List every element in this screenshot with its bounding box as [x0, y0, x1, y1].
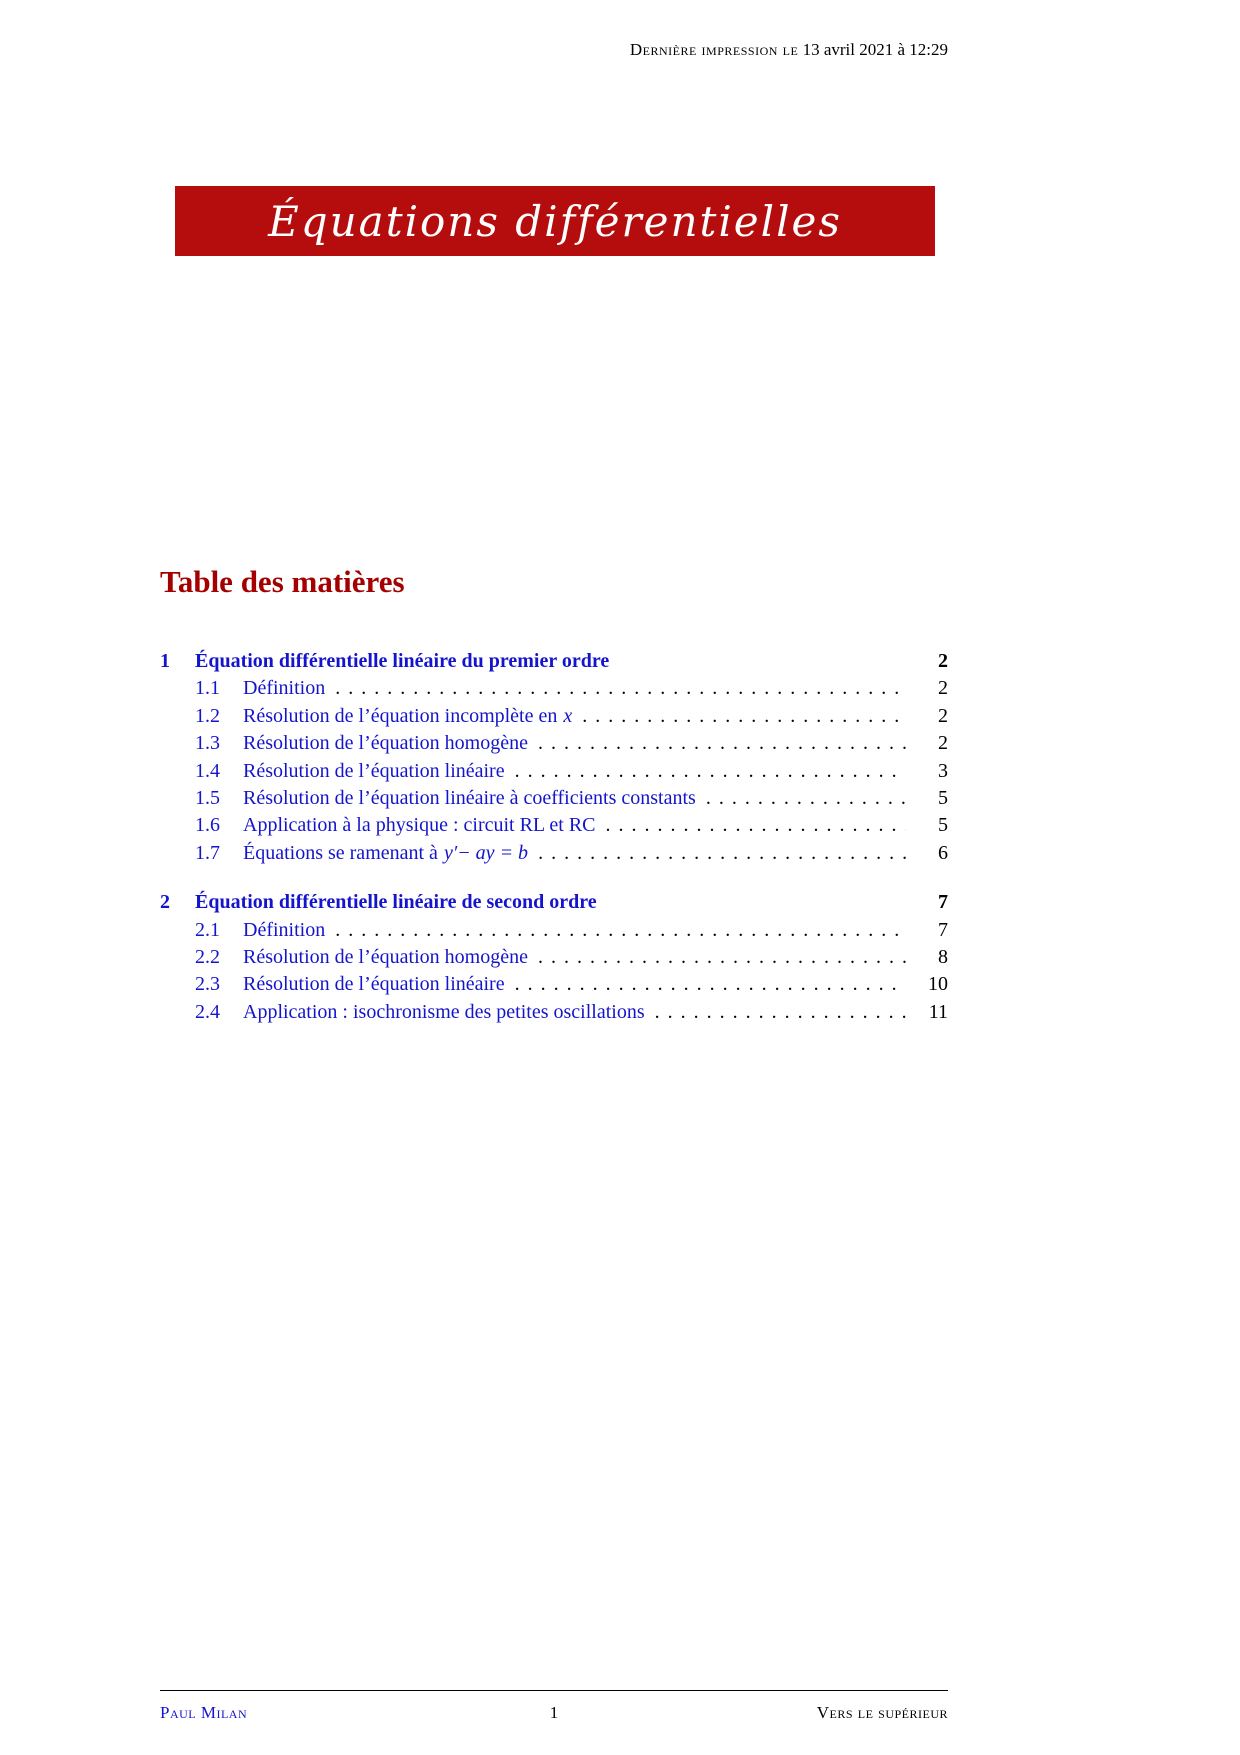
- title-banner: [175, 186, 935, 256]
- toc-item[interactable]: [160, 812, 948, 839]
- dot-leader: [655, 999, 906, 1026]
- dot-leader: [606, 812, 906, 839]
- toc-item[interactable]: [160, 840, 948, 867]
- toc-item-title: Résolution de l’équation homogène: [243, 732, 528, 755]
- toc-item[interactable]: [160, 675, 948, 702]
- toc-section-heading[interactable]: [160, 648, 948, 675]
- page-footer: [160, 1690, 948, 1723]
- footer-collection-label: Vers le supérieur: [816, 1703, 949, 1722]
- footer-author-link[interactable]: Paul Milan: [160, 1703, 248, 1722]
- toc-item-page: 5: [938, 814, 948, 837]
- toc-heading: Table des matières: [160, 564, 405, 599]
- toc-item-title: Résolution de l’équation linéaire à coefficients constants: [243, 787, 696, 810]
- toc-item-number: 1.5: [195, 787, 220, 810]
- document-title: Équations différentielles: [268, 196, 842, 246]
- dot-leader: [538, 840, 906, 867]
- toc-item-number: 2.4: [195, 1000, 220, 1023]
- toc-item[interactable]: [160, 758, 948, 785]
- toc-item-page: 8: [938, 946, 948, 969]
- toc-section-number: 1: [160, 650, 170, 672]
- toc-item-title: Application à la physique : circuit RL et RC: [243, 814, 596, 837]
- header-date: 13 avril 2021 à 12:29: [802, 40, 948, 59]
- toc-item-page: 5: [938, 787, 948, 810]
- toc-section-heading[interactable]: [160, 889, 948, 916]
- toc-item-page: 2: [938, 704, 948, 727]
- dot-leader: [515, 758, 906, 785]
- math-expression: y′− ay = b: [443, 841, 529, 864]
- math-expression: x: [563, 704, 573, 727]
- toc-item[interactable]: [160, 944, 948, 971]
- toc-item-page: 7: [938, 918, 948, 941]
- toc-item-number: 2.1: [195, 918, 220, 941]
- toc-item-page: 3: [938, 759, 948, 782]
- toc-item-page: 2: [938, 732, 948, 755]
- toc-section-page: 2: [938, 650, 948, 672]
- dot-leader: [538, 944, 906, 971]
- dot-leader: [335, 675, 906, 702]
- toc-section-2: [160, 889, 948, 1026]
- toc-item[interactable]: [160, 730, 948, 757]
- toc-item-number: 1.4: [195, 759, 220, 782]
- dot-leader: [582, 703, 906, 730]
- dot-leader: [335, 917, 906, 944]
- toc-item[interactable]: [160, 703, 948, 730]
- toc-item-title: Résolution de l’équation incomplète en x: [243, 704, 573, 727]
- toc-item[interactable]: [160, 971, 948, 998]
- toc-item-page: 11: [928, 1000, 948, 1023]
- toc-section-title: Équation différentielle linéaire du premier ordre: [195, 650, 610, 672]
- toc-item-number: 1.1: [195, 677, 220, 700]
- toc-item-title: Équations se ramenant à y′− ay = b: [243, 841, 529, 864]
- toc-item-number: 1.2: [195, 704, 220, 727]
- table-of-contents: [160, 648, 948, 1026]
- toc-item-number: 1.7: [195, 841, 220, 864]
- toc-section-1: [160, 648, 948, 867]
- toc-item-page: 10: [928, 973, 948, 996]
- toc-item[interactable]: [160, 999, 948, 1026]
- toc-item[interactable]: [160, 917, 948, 944]
- toc-item-title: Définition: [243, 677, 326, 700]
- toc-item-title: Résolution de l’équation homogène: [243, 946, 528, 969]
- toc-section-title: Équation différentielle linéaire de second ordre: [195, 891, 597, 914]
- dot-leader: [706, 785, 906, 812]
- toc-item-number: 2.3: [195, 973, 220, 996]
- footer-page-number: 1: [549, 1703, 559, 1722]
- toc-section-number: 2: [160, 891, 170, 914]
- dot-leader: [538, 730, 906, 757]
- toc-item-title: Application : isochronisme des petites oscillations: [243, 1000, 645, 1023]
- toc-item-page: 2: [938, 677, 948, 700]
- toc-item-title: Résolution de l’équation linéaire: [243, 973, 505, 996]
- toc-item-number: 1.6: [195, 814, 220, 837]
- header-print-label: Dernière impression le: [629, 40, 799, 59]
- toc-item-title: Résolution de l’équation linéaire: [243, 759, 505, 782]
- toc-item-title: Définition: [243, 918, 326, 941]
- toc-section-page: 7: [938, 891, 948, 914]
- toc-item-page: 6: [938, 841, 948, 864]
- toc-item-number: 1.3: [195, 732, 220, 755]
- toc-item[interactable]: [160, 785, 948, 812]
- page-header: [160, 40, 948, 60]
- dot-leader: [515, 971, 906, 998]
- toc-item-number: 2.2: [195, 946, 220, 969]
